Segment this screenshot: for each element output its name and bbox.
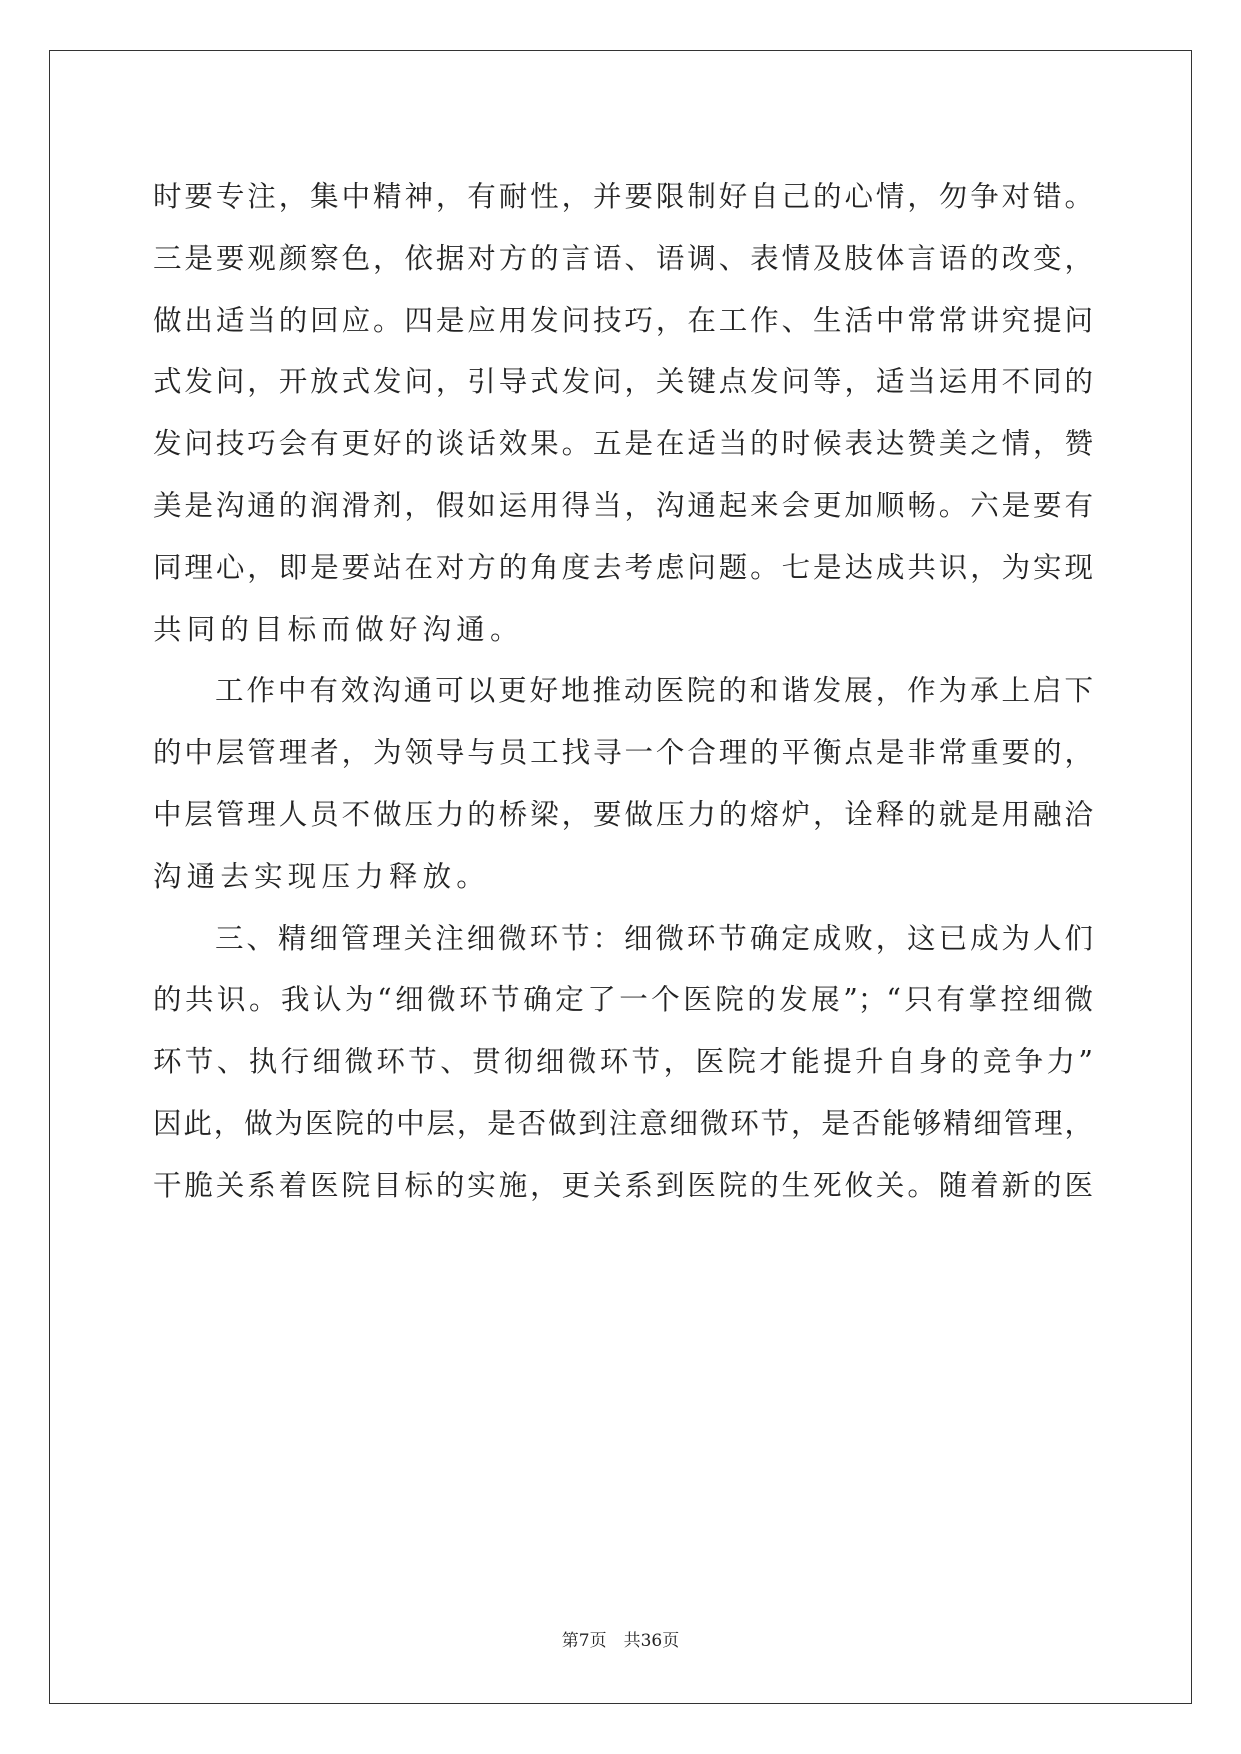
paragraph-first-line: 工作中有效沟通可以更好地推动医院的和谐发展，作为承上启下 [215, 674, 1093, 708]
section-heading-line: 三、精细管理关注细微环节：细微环节确定成败，这已成为人们 [215, 921, 1093, 955]
text-line: 中层管理人员不做压力的桥梁，要做压力的熔炉，诠释的就是用融洽 [153, 797, 1093, 831]
text-line: 共同的目标而做好沟通。 [153, 612, 524, 646]
text-line: 式发问，开放式发问，引导式发问，关键点发问等，适当运用不同的 [153, 365, 1093, 399]
text-line: 三是要观颜察色，依据对方的言语、语调、表情及肢体言语的改变， [153, 241, 1093, 275]
text-line: 美是沟通的润滑剂，假如运用得当，沟通起来会更加顺畅。六是要有 [153, 488, 1093, 522]
document-body [153, 166, 1093, 1217]
text-line: 沟通去实现压力释放。 [153, 859, 491, 893]
text-line: 时要专注，集中精神，有耐性，并要限制好自己的心情，勿争对错。 [153, 180, 1093, 213]
text-line: 同理心，即是要站在对方的角度去考虑问题。七是达成共识，为实现 [153, 550, 1093, 584]
text-line: 因此，做为医院的中层，是否做到注意细微环节，是否能够精细管理， [153, 1106, 1093, 1140]
text-line: 环节、执行细微环节、贯彻细微环节，医院才能提升自身的竞争力” [153, 1045, 1093, 1079]
text-line: 干脆关系着医院目标的实施，更关系到医院的生死攸关。随着新的医 [153, 1168, 1093, 1202]
text-line: 做出适当的回应。四是应用发问技巧，在工作、生活中常常讲究提问 [153, 303, 1093, 337]
text-line: 发问技巧会有更好的谈话效果。五是在适当的时候表达赞美之情，赞 [153, 427, 1093, 461]
text-line: 的中层管理者，为领导与员工找寻一个合理的平衡点是非常重要的， [153, 736, 1093, 770]
page-number-footer: 第7页 共36页 [561, 1631, 680, 1651]
text-line: 的共识。我认为“细微环节确定了一个医院的发展”；“只有掌控细微 [153, 983, 1093, 1017]
